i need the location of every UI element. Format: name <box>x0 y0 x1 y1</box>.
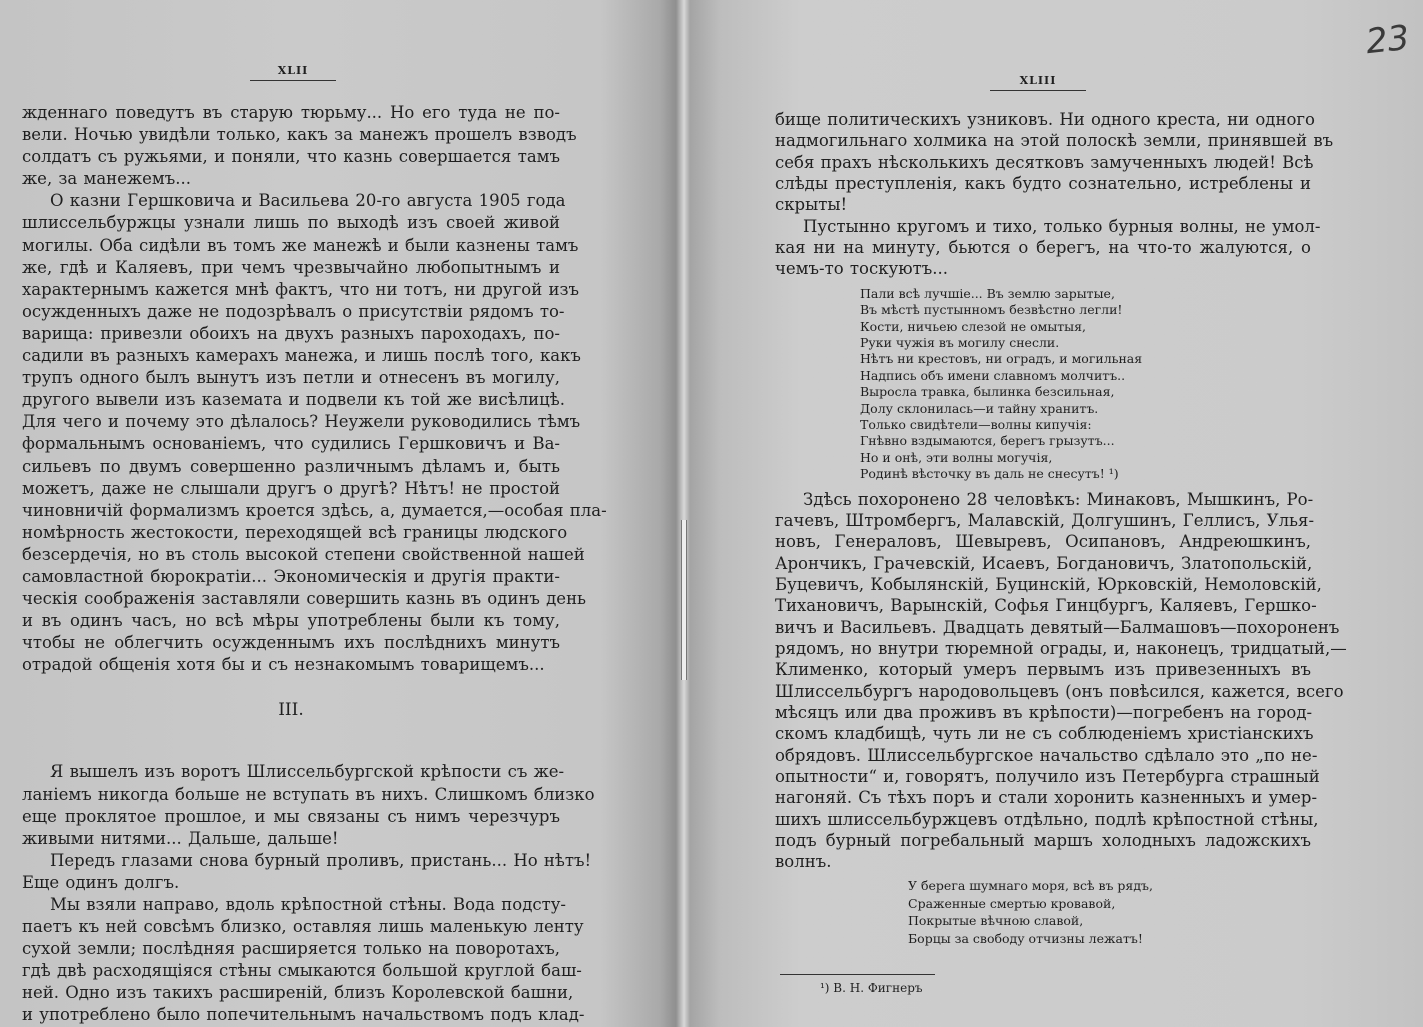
text-line: волнъ. <box>775 852 832 872</box>
verse-line: Выросла травка, былинка безсильная, <box>860 384 1115 400</box>
text-line: трупъ одного былъ вынутъ изъ петли и отнесенъ въ могилу, <box>22 368 560 388</box>
verse-line: Нѣтъ ни крестовъ, ни оградъ, и могильная <box>860 351 1143 367</box>
text-line: бище политическихъ узниковъ. Ни одного креста, ни одного <box>775 110 1315 129</box>
paragraph <box>775 489 1347 873</box>
text-line: самовластной бюрократіи... Экономическія и другія практи- <box>22 566 560 586</box>
verse-quote <box>908 877 1311 948</box>
text-line: нагоняй. Съ тѣхъ поръ и стали хоронить казненныхъ и умер- <box>775 788 1318 808</box>
text-line: ческія соображенія заставляли совершить казнь въ одинъ день <box>22 589 587 609</box>
section-heading: III. <box>278 700 304 721</box>
text-line: Здѣсь похоронено 28 человѣкъ: Минаковъ, Мышкинъ, Ро- <box>803 489 1314 509</box>
verse-line: Кости, ничьею слезой не омытыя, <box>860 318 1086 334</box>
text-line: сухой земли; послѣдняя расширяется только на поворотахъ, <box>22 939 560 959</box>
text-line: живыми нитями... Дальше, дальше! <box>22 828 339 848</box>
text-line: Шлиссельбургъ народовольцевъ (онъ повѣсился, кажется, всего <box>775 681 1344 701</box>
text-line: Я вышелъ изъ воротъ Шлиссельбургской крѣпости съ же- <box>50 762 565 782</box>
text-line: Мы взяли направо, вдоль крѣпостной стѣны. Вода подсту- <box>50 895 567 914</box>
verse-line: Руки чужія въ могилу снесли. <box>860 334 1060 350</box>
text-line: и въ одинъ часъ, но всѣ мѣры употреблены были къ тому, <box>22 611 560 631</box>
right-page <box>775 109 1347 995</box>
text-line: чиновничій формализмъ кроется здѣсь, а, думается,—особая пла- <box>22 500 607 520</box>
binding-fold-crack <box>681 520 687 680</box>
text-line: безсердечія, но въ столь высокой степени свойственной нашей <box>22 544 585 564</box>
text-line: жденнаго поведутъ въ старую тюрьму... Но его туда не по- <box>22 103 560 122</box>
text-line: слѣды преступленія, какъ будто сознательно, истреблены и <box>775 174 1311 194</box>
text-line: кая ни на минуту, бьются о берегъ, на что-то жалуются, о <box>775 238 1311 258</box>
text-line: опытности“ и, говорятъ, получило изъ Петербурга страшный <box>775 767 1320 787</box>
verse-line: Борцы за свободу отчизны лежатъ! <box>908 930 1143 946</box>
text-line: рядомъ, но внутри тюремной ограды, и, наконецъ, тридцатый,— <box>775 639 1347 659</box>
text-line: номѣрность жестокости, переходящей всѣ границы людского <box>22 522 568 542</box>
text-line: варища: привезли обоихъ на двухъ разныхъ пароходахъ, по- <box>22 323 560 343</box>
text-line: мѣсяцъ или два проживъ въ крѣпости)—погребенъ на город- <box>775 703 1313 723</box>
text-line: вичъ и Васильевъ. Двадцать девятый—Балмашовъ—похороненъ <box>775 617 1340 637</box>
text-line: характернымъ кажется мнѣ фактъ, что ни тотъ, ни другой изъ <box>22 279 579 299</box>
text-line: еще проклятое прошлое, и мы связаны съ нимъ черезчуръ <box>22 806 560 826</box>
text-line: ней. Одно изъ такихъ расширеній, близъ Королевской башни, <box>22 983 574 1003</box>
verse-line: Только свидѣтели—волны кипучія: <box>860 417 1092 432</box>
text-line: ланіемъ никогда больше не вступать въ нихъ. Слишкомъ близко <box>22 784 595 804</box>
paragraph <box>22 190 607 676</box>
verse-line: Покрытые вѣчною славой, <box>908 913 1084 929</box>
text-line: чтобы не облегчить осужденнымъ ихъ послѣднихъ минутъ <box>22 633 560 653</box>
paragraph <box>22 761 595 849</box>
text-line: надмогильнаго холмика на этой полоскѣ земли, принявшей въ <box>775 131 1334 151</box>
text-line: другого вывели изъ каземата и подвели къ той же висѣлицѣ. <box>22 390 565 410</box>
text-line: Передъ глазами снова бурный проливъ, пристань... Но нѣтъ! <box>50 850 592 870</box>
paragraph <box>22 894 585 1027</box>
paragraph <box>22 102 577 190</box>
text-line: отрадой общенія хотя бы и съ незнакомымъ товарищемъ... <box>22 655 545 675</box>
left-page <box>22 102 607 1027</box>
text-line: гдѣ двѣ расходящіяся стѣны смыкаются большой круглой баш- <box>22 961 582 981</box>
text-line: Буцевичъ, Кобылянскій, Буцинскій, Юрковскій, Немоловскій, <box>775 575 1322 594</box>
text-line: чемъ-то тоскуютъ... <box>775 259 948 279</box>
text-line: О казни Гершковича и Васильева 20-го августа 1905 года <box>50 191 566 211</box>
verse-line: Въ мѣстѣ пустынномъ безвѣстно легли! <box>860 302 1123 318</box>
text-line: же, гдѣ и Каляевъ, при чемъ чрезвычайно любопытнымъ и <box>22 257 560 277</box>
footnote-rule <box>780 974 935 975</box>
text-line: скомъ кладбищѣ, чуть ли не съ соблюденіемъ христіанскихъ <box>775 724 1314 744</box>
handwritten-page-number: 23 <box>1364 17 1412 63</box>
text-line: шлиссельбуржцы узнали лишь по выходѣ изъ своей живой <box>22 213 560 233</box>
text-line: Арончикъ, Грачевскій, Исаевъ, Богдановичъ, Златопольскій, <box>775 553 1313 573</box>
running-head-left: XLII <box>250 64 336 81</box>
verse-line: Гнѣвно вздымаются, берегъ грызутъ... <box>860 433 1115 449</box>
paragraph <box>775 109 1334 216</box>
text-line: паетъ къ ней совсѣмъ близко, оставляя лишь маленькую ленту <box>22 917 584 937</box>
verse-line: Долу склонилась—и тайну хранитъ. <box>860 400 1099 416</box>
verse-line: У берега шумнаго моря, всѣ въ рядъ, <box>908 877 1153 893</box>
footnote: ¹) В. Н. Фигнеръ <box>820 980 923 995</box>
text-line: подъ бурный погребальный маршъ холодныхъ ладожскихъ <box>775 831 1311 851</box>
verse-line: Сраженные смертью кровавой, <box>908 895 1116 911</box>
text-line: шихъ шлиссельбуржцевъ отдѣльно, подлѣ крѣпостной стѣны, <box>775 809 1319 829</box>
verse-line: Надпись объ имени славномъ молчитъ.. <box>860 367 1126 383</box>
text-line: гачевъ, Штромбергъ, Малавскій, Долгушинъ, Геллисъ, Улья- <box>775 510 1315 530</box>
text-line: скрыты! <box>775 195 848 215</box>
verse-line: Родинѣ вѣсточку въ даль не снесутъ! ¹) <box>860 466 1119 482</box>
verse-quote <box>860 286 1311 483</box>
text-line: сильевъ по двумъ совершенно различнымъ дѣламъ и, быть <box>22 456 560 476</box>
text-line: Тихановичъ, Варынскій, Софья Гинцбургъ, Каляевъ, Гершко- <box>775 596 1317 616</box>
text-line: себя прахъ нѣсколькихъ десятковъ замученныхъ людей! Всѣ <box>775 152 1314 172</box>
text-line: Пустынно кругомъ и тихо, только бурныя волны, не умол- <box>803 216 1321 236</box>
text-line: Для чего и почему это дѣлалось? Неужели руководились тѣмъ <box>22 412 581 432</box>
text-line: и употреблено было попечительнымъ начальствомъ подъ клад- <box>22 1005 585 1025</box>
text-line: формальнымъ основаніемъ, что судились Гершковичъ и Ва- <box>22 434 560 454</box>
text-line: обрядовъ. Шлиссельбургское начальство сдѣлало это „по не- <box>775 745 1318 765</box>
paragraph <box>22 850 592 894</box>
text-line: можетъ, даже не слышали другъ о другѣ? Нѣтъ! не простой <box>22 478 560 498</box>
text-line: Клименко, который умеръ первымъ изъ привезенныхъ въ <box>775 660 1311 680</box>
text-line: садили въ разныхъ камерахъ манежа, и лишь послѣ того, какъ <box>22 346 581 366</box>
text-line: солдатъ съ ружьями, и поняли, что казнь совершается тамъ <box>22 147 560 167</box>
text-line: могилы. Оба сидѣли въ томъ же манежѣ и были казнены тамъ <box>22 235 579 255</box>
text-line: Еще одинъ долгъ. <box>22 872 180 892</box>
text-line: осужденныхъ даже не подозрѣвалъ о присутствіи рядомъ то- <box>22 301 565 321</box>
verse-line: Пали всѣ лучшіе... Въ землю зарытые, <box>860 285 1115 301</box>
verse-line: Но и онѣ, эти волны могучія, <box>860 449 1053 465</box>
paragraph <box>775 216 1321 280</box>
text-line: новъ, Генераловъ, Шевыревъ, Осипановъ, Андреюшкинъ, <box>775 532 1311 552</box>
text-line: же, за манежемъ... <box>22 169 191 189</box>
text-line: вели. Ночью увидѣли только, какъ за манежъ прошелъ взводъ <box>22 125 577 145</box>
running-head-right: XLIII <box>990 74 1086 91</box>
